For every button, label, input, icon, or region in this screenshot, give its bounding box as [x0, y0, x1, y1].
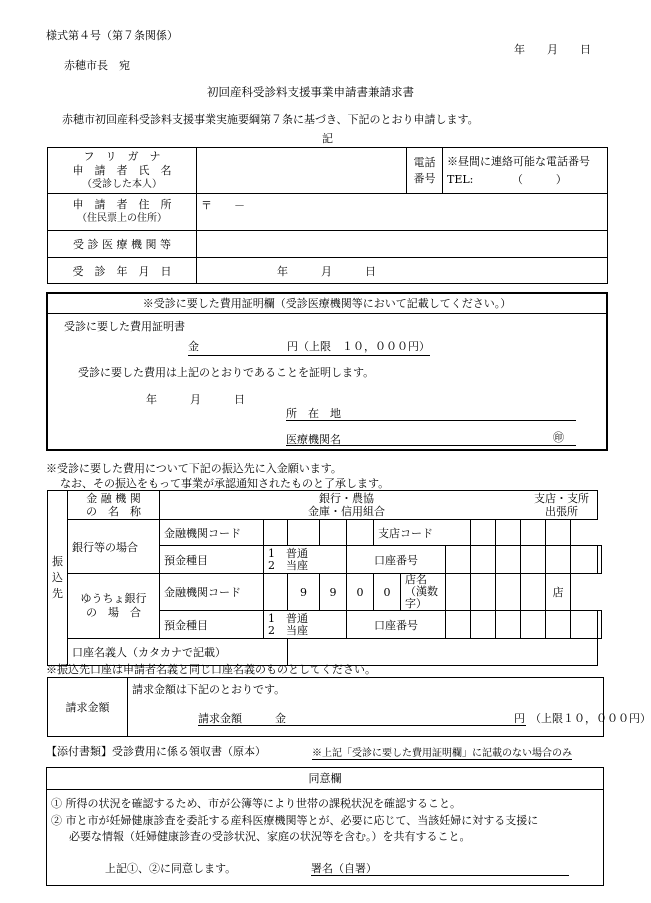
deposit-opt-1: 1 普通	[268, 546, 308, 560]
bank-table	[47, 490, 602, 666]
consent-title: 同意欄	[47, 768, 603, 790]
account-box[interactable]	[446, 546, 471, 574]
store-suffix: 店	[546, 574, 571, 611]
address-label: 申 請 者 住 所	[72, 198, 172, 211]
account-box[interactable]	[571, 546, 598, 574]
branch-code-box[interactable]	[496, 520, 521, 546]
ki-label: 記	[322, 132, 333, 145]
location-label: 所 在 地	[286, 407, 341, 420]
form-number: 様式第４号（第７条関係）	[46, 29, 178, 42]
signature-line[interactable]	[311, 875, 569, 876]
institution-line[interactable]	[286, 445, 576, 446]
phone-label-1: 電話	[413, 155, 436, 169]
phone-note: ※昼間に連絡可能な電話番号	[447, 154, 590, 168]
holder-label: 口座名義人（カタカナで記載）	[68, 639, 288, 666]
location-line[interactable]	[286, 420, 576, 421]
applicant-table	[47, 147, 608, 284]
branch-code-box[interactable]	[471, 520, 496, 546]
phone-label-cell	[407, 148, 443, 194]
transfer-note-2: なお、その振込をもって事業が承認通知されたものと了承します。	[60, 477, 390, 490]
phone-field[interactable]	[443, 148, 608, 194]
tel-line: TEL: （ ）	[447, 172, 567, 186]
yucho-opt-2: 2 当座	[268, 623, 308, 637]
branch-code-box[interactable]	[546, 520, 571, 546]
account-no-label: 口座番号	[347, 546, 446, 574]
inst-name-label-1: 金 融 機 関	[86, 492, 141, 505]
branch-types	[534, 492, 589, 518]
account-note: ※振込先口座は申請者名義と同じ口座名義のものとしてください。	[46, 663, 376, 676]
deposit-type-options[interactable]	[264, 546, 347, 574]
addressee: 赤穂市長 宛	[64, 59, 130, 72]
bank-types-1: 銀行・農協	[319, 492, 374, 505]
page-title: 初回産科受診料支援事業申請書兼請求書	[207, 85, 414, 99]
side-label-3: 先	[52, 587, 63, 600]
yucho-code-digit: 9	[320, 574, 347, 611]
claim-amount-label: 請求金額 金	[198, 712, 286, 725]
yucho-account-box[interactable]	[546, 611, 571, 639]
certificate-label: 受診に要した費用証明書	[64, 320, 185, 333]
yucho-account-box[interactable]	[571, 611, 598, 639]
yucho-account-box[interactable]	[598, 611, 602, 639]
name-label: 申 請 者 氏 名	[72, 163, 172, 177]
inst-name-label-2: の 名 称	[86, 505, 141, 518]
postal-mark: 〒 －	[201, 199, 245, 212]
yucho-account-no-label: 口座番号	[347, 611, 446, 639]
yucho-label-2: の 場 合	[86, 606, 141, 619]
phone-label-2: 番号	[413, 171, 436, 185]
address-sub-label: （住民票上の住所）	[77, 213, 167, 224]
claim-table	[47, 677, 651, 737]
clinic-field[interactable]	[197, 231, 608, 258]
attachment-note: ※上記「受診に要した費用証明欄」に記載のない場合のみ	[312, 744, 572, 760]
consent-item-2b: 必要な情報（妊婦健康診査の受診状況、家庭の状況等を含む。）を共有すること。	[69, 830, 471, 843]
account-box[interactable]	[546, 546, 571, 574]
branch-types-2: 出張所	[545, 505, 578, 518]
account-box[interactable]	[521, 546, 546, 574]
certificate-box	[46, 292, 608, 451]
furigana-label: フ リ ガ ナ	[83, 149, 161, 163]
date-label: 受 診 年 月 日	[48, 258, 197, 284]
inst-code-label: 金融機関コード	[160, 520, 264, 546]
claim-label: 請求金額	[48, 678, 128, 737]
intro-text: 赤穂市初回産科受診料支援事業実施要綱第７条に基づき、下記のとおり申請します。	[62, 113, 479, 126]
claim-line-1: 請求金額は下記のとおりです。	[132, 683, 286, 696]
bank-code-box[interactable]	[347, 520, 374, 546]
store-name-label-2: （漢数字）	[405, 585, 438, 610]
transfer-note-1: ※受診に要した費用について下記の振込先に入金願います。	[46, 462, 342, 475]
bank-code-box[interactable]	[288, 520, 320, 546]
yucho-opt-1: 1 普通	[268, 611, 308, 625]
store-box[interactable]	[446, 574, 471, 611]
bank-code-box[interactable]	[320, 520, 347, 546]
visit-date-value: 年 月 日	[277, 264, 376, 278]
address-field[interactable]	[197, 194, 608, 231]
claim-yen: 円	[514, 712, 525, 725]
certificate-header: ※受診に要した費用証明欄（受診医療機関等において記載してください。）	[48, 294, 606, 314]
bank-types-2: 金庫・信用組合	[308, 505, 385, 518]
store-name-label-1: 店名	[405, 573, 427, 586]
side-label-2: 込	[52, 571, 63, 584]
address-label-cell	[48, 194, 197, 231]
name-label-cell	[48, 148, 197, 194]
yucho-label-1: ゆうちょ銀行	[80, 592, 147, 605]
account-box[interactable]	[471, 546, 496, 574]
side-label-1: 振	[52, 555, 63, 568]
visit-date-field[interactable]	[197, 258, 608, 284]
seal-mark: ㊞	[553, 431, 564, 444]
yucho-code-digit: 9	[288, 574, 320, 611]
claim-amount-line[interactable]	[198, 725, 526, 726]
claim-limit: （上限１０，０００円）	[530, 712, 651, 725]
branch-code-box[interactable]	[521, 520, 546, 546]
bank-types	[308, 492, 385, 518]
deposit-opt-2: 2 当座	[268, 558, 308, 572]
name-sub-label: （受診した本人）	[82, 178, 162, 190]
yucho-account-box[interactable]	[521, 611, 546, 639]
certificate-statement: 受診に要した費用は上記のとおりであることを証明します。	[78, 366, 375, 379]
claim-body	[128, 678, 651, 737]
deposit-type-label: 預金種目	[160, 546, 264, 574]
consent-agree: 上記①、②に同意します。	[105, 862, 237, 875]
inst-name-field[interactable]	[160, 491, 598, 520]
date-line: 年 月 日	[514, 43, 591, 56]
yucho-account-box[interactable]	[471, 611, 496, 639]
yucho-label	[68, 574, 160, 639]
inst-name-label	[68, 491, 160, 520]
attachment-label: 【添付書類】受診費用に係る領収書（原本）	[46, 745, 266, 758]
branch-code-label: 支店コード	[374, 520, 471, 546]
yucho-inst-code-label: 金融機関コード	[160, 574, 264, 611]
yucho-account-box[interactable]	[496, 611, 521, 639]
account-box[interactable]	[496, 546, 521, 574]
consent-item-2a: ② 市と市が妊婦健康診査を委託する産科医療機関等とが、必要に応じて、当該妊婦に対する支援に	[51, 814, 539, 827]
yucho-deposit-type-options[interactable]	[264, 611, 347, 639]
bank-code-box[interactable]	[264, 520, 288, 546]
store-box[interactable]	[496, 574, 521, 611]
account-box[interactable]	[598, 546, 602, 574]
consent-box	[46, 767, 604, 886]
store-box[interactable]	[521, 574, 546, 611]
store-box[interactable]	[471, 574, 496, 611]
clinic-label: 受 診 医 療 機 関 等	[48, 231, 197, 258]
signature-label: 署名（自署）	[311, 862, 377, 875]
store-name-label	[401, 574, 446, 611]
name-field[interactable]	[197, 148, 407, 194]
branch-types-1: 支店・支所	[534, 492, 589, 505]
certificate-amount[interactable]: 金 円（上限 １０，０００円）	[188, 338, 430, 356]
yucho-deposit-type-label: 預金種目	[160, 611, 264, 639]
transfer-side-label	[48, 491, 68, 666]
yucho-account-box[interactable]	[446, 611, 471, 639]
consent-item-1: ① 所得の状況を確認するため、市が公簿等により世帯の課税状況を確認すること。	[51, 797, 462, 810]
certificate-date[interactable]: 年 月 日	[146, 393, 245, 406]
bank-case-label: 銀行等の場合	[68, 520, 160, 574]
institution-label: 医療機関名	[286, 433, 341, 446]
yucho-code-digit: 0	[347, 574, 374, 611]
yucho-code-digit: 0	[374, 574, 401, 611]
yucho-code-box	[264, 574, 288, 611]
